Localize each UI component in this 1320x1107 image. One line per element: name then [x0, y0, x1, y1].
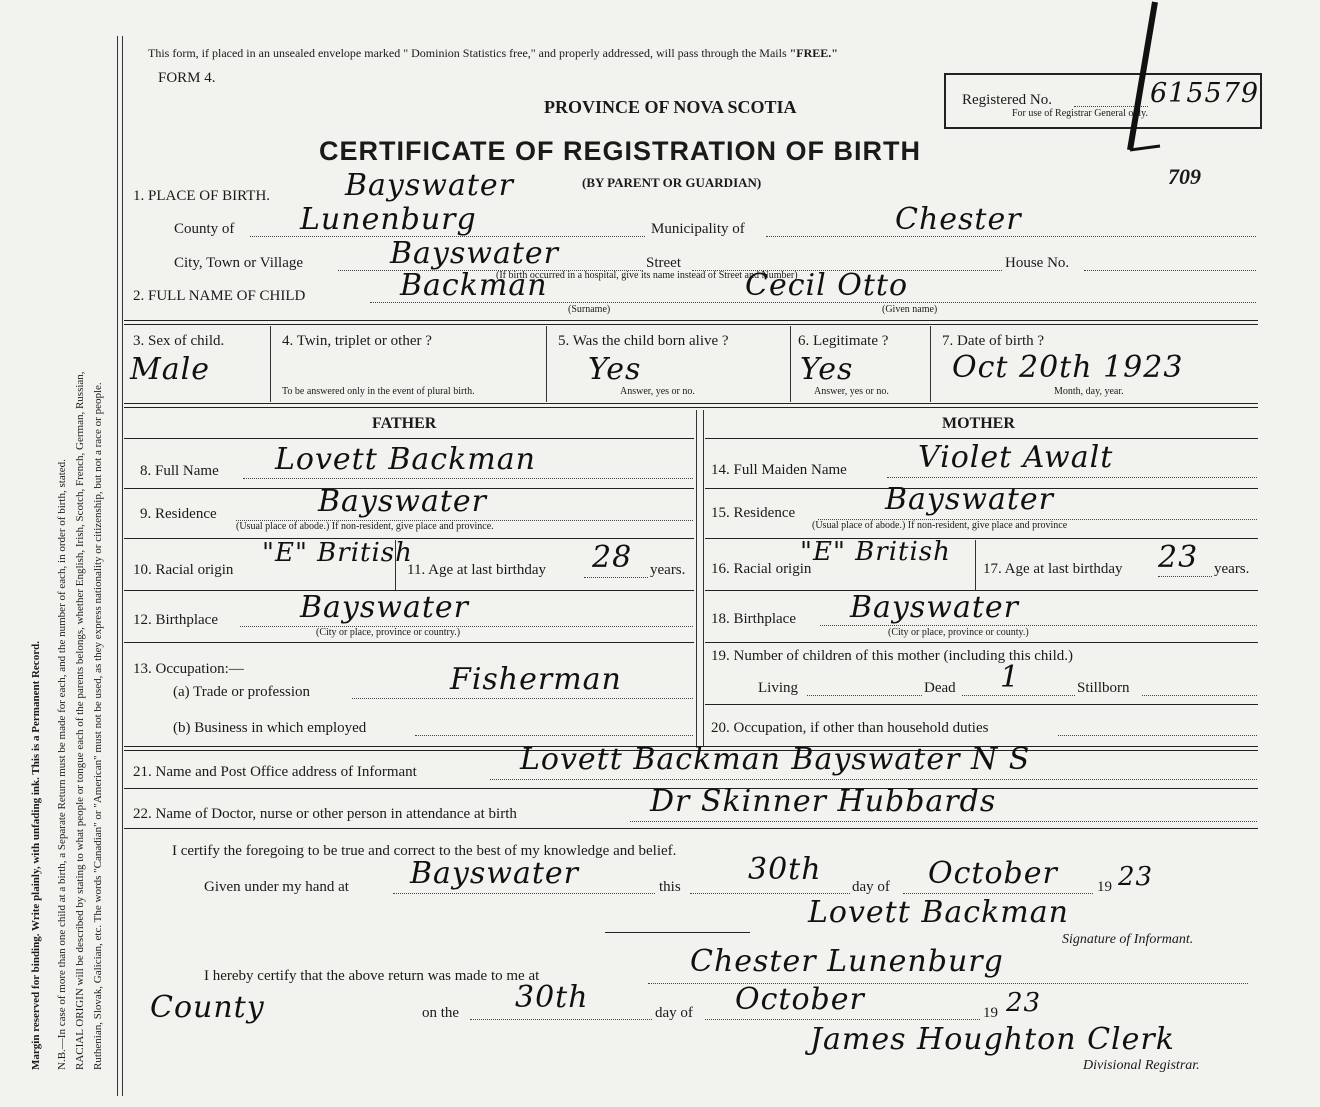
- mother-bp-note: (City or place, province or county.): [888, 627, 1029, 638]
- father-birthplace: Bayswater: [300, 590, 469, 625]
- mother-birthplace: Bayswater: [850, 590, 1019, 625]
- signature-label: Signature of Informant.: [1062, 932, 1194, 947]
- living-label: Living: [758, 680, 798, 696]
- surname-caption: (Surname): [568, 304, 611, 315]
- province-heading: PROVINCE OF NOVA SCOTIA: [544, 97, 797, 117]
- hospital-note: (If birth occurred in a hospital, give its name instead of Street and Number): [496, 270, 798, 281]
- father-bp-note: (City or place, province or country.): [316, 627, 461, 638]
- informant-label: 21. Name and Post Office address of Informant: [133, 764, 417, 780]
- reg-label: Registered No.: [962, 92, 1052, 108]
- place-value: Bayswater: [345, 168, 514, 203]
- registrar-signature: James Houghton Clerk: [810, 1022, 1175, 1057]
- street-label: Street: [646, 255, 681, 271]
- legit-value: Yes: [800, 352, 854, 387]
- mother-name-label: 14. Full Maiden Name: [711, 462, 847, 478]
- mother-bp-label: 18. Birthplace: [711, 611, 796, 627]
- page-title: CERTIFICATE OF REGISTRATION OF BIRTH: [319, 136, 921, 166]
- mother-age-label: 17. Age at last birthday: [983, 561, 1123, 577]
- registrar-place: Chester Lunenburg: [690, 944, 1004, 979]
- dead-value: 1: [1000, 660, 1021, 695]
- corner-mark: 709: [1168, 164, 1201, 189]
- mother-residence: Bayswater: [885, 482, 1054, 517]
- twin-label: 4. Twin, triplet or other ?: [282, 333, 432, 349]
- mother-name: Violet Awalt: [918, 440, 1114, 475]
- father-race: "E" British: [262, 538, 413, 568]
- on-the-label: on the: [422, 1005, 460, 1021]
- house-label: House No.: [1005, 255, 1070, 271]
- side-note-4: Ruthenian, Slovak, Galician, etc. The words "Canadian" or "American" must not be used, as they express nationality or citizenship, but not a race or people.: [92, 382, 104, 1070]
- child-given-name: Cecil Otto: [745, 268, 909, 303]
- dob-note: Month, day, year.: [1054, 386, 1124, 397]
- reg-number: 615579: [1150, 78, 1260, 109]
- registrar-statement: I hereby certify that the above return was made to me at: [204, 968, 540, 984]
- given-year-prefix: 19: [1097, 879, 1112, 895]
- mother-race-label: 16. Racial origin: [711, 561, 812, 577]
- day-of-label: day of: [852, 879, 890, 895]
- father-name: Lovett Backman: [275, 442, 536, 477]
- alive-note: Answer, yes or no.: [620, 386, 695, 397]
- reg-day-of-label: day of: [655, 1005, 693, 1021]
- trade-label: (a) Trade or profession: [173, 684, 311, 700]
- father-name-label: 8. Full Name: [140, 463, 219, 479]
- given-label: Given under my hand at: [204, 879, 349, 895]
- left-border: [117, 36, 118, 1096]
- father-bp-label: 12. Birthplace: [133, 612, 218, 628]
- alive-label: 5. Was the child born alive ?: [558, 333, 729, 349]
- informant-signature: Lovett Backman: [808, 895, 1069, 930]
- county-value: Lunenburg: [300, 202, 477, 237]
- mother-race: "E" British: [800, 537, 951, 567]
- left-border-inner: [122, 36, 123, 1096]
- given-place: Bayswater: [410, 856, 579, 891]
- pen-stroke: [1110, 0, 1170, 160]
- father-race-label: 10. Racial origin: [133, 562, 234, 578]
- mother-occ-label: 20. Occupation, if other than household duties: [711, 720, 989, 736]
- subtitle: (BY PARENT OR GUARDIAN): [582, 175, 762, 190]
- dead-label: Dead: [924, 680, 956, 696]
- mother-age-unit: years.: [1214, 561, 1250, 577]
- trade-value: Fisherman: [450, 662, 622, 697]
- mother-res-label: 15. Residence: [711, 505, 796, 521]
- city-label: City, Town or Village: [174, 255, 304, 271]
- side-note-2: N.B.—In case of more than one child at a birth, a Separate Return must be made for each, and the number of each, in order of birth, stated.: [56, 459, 68, 1070]
- reg-note: For use of Registrar General only.: [1012, 108, 1148, 119]
- legit-label: 6. Legitimate ?: [798, 333, 889, 349]
- doctor-value: Dr Skinner Hubbards: [650, 784, 997, 819]
- children-label: 19. Number of children of this mother (including this child.): [711, 648, 1074, 664]
- father-age: 28: [592, 540, 633, 575]
- father-occ-label: 13. Occupation:—: [133, 661, 244, 677]
- county-label: County of: [174, 221, 235, 237]
- dob-value: Oct 20th 1923: [952, 350, 1184, 385]
- child-surname: Backman: [400, 268, 548, 303]
- father-age-unit: years.: [650, 562, 686, 578]
- given-month: October: [928, 856, 1058, 891]
- certify-statement: I certify the foregoing to be true and correct to the best of my knowledge and belief.: [172, 843, 677, 859]
- alive-value: Yes: [588, 352, 642, 387]
- registrar-day: 30th: [515, 980, 589, 1015]
- father-heading: FATHER: [372, 415, 437, 432]
- legit-note: Answer, yes or no.: [814, 386, 889, 397]
- given-day: 30th: [748, 852, 822, 887]
- municipality-value: Chester: [895, 202, 1022, 237]
- side-note-1: Margin reserved for binding. Write plainly, with unfading ink. This is a Permanent Record.: [30, 641, 42, 1070]
- sex-value: Male: [130, 352, 210, 387]
- registrar-label: Divisional Registrar.: [1083, 1058, 1200, 1073]
- form-number: FORM 4.: [158, 70, 216, 86]
- business-label: (b) Business in which employed: [173, 720, 367, 736]
- father-residence: Bayswater: [318, 484, 487, 519]
- registrar-month: October: [735, 982, 865, 1017]
- county-word: County: [150, 990, 265, 1025]
- twin-note: To be answered only in the event of plural birth.: [282, 386, 475, 397]
- given-year: 23: [1118, 862, 1154, 892]
- father-age-label: 11. Age at last birthday: [407, 562, 546, 578]
- city-value: Bayswater: [390, 236, 559, 271]
- informant-value: Lovett Backman Bayswater N S: [520, 742, 1031, 777]
- mother-heading: MOTHER: [942, 415, 1015, 432]
- side-note-3: RACIAL ORIGIN will be described by stating to what people or tongue each of the parents belongs, whether English, Irish, Scotch, French, German, Russian,: [74, 371, 86, 1070]
- place-label: 1. PLACE OF BIRTH.: [133, 188, 271, 204]
- reg-year-prefix: 19: [983, 1005, 998, 1021]
- father-res-note: (Usual place of abode.) If non-resident, give place and province.: [236, 521, 494, 532]
- child-name-label: 2. FULL NAME OF CHILD: [133, 288, 306, 304]
- father-res-label: 9. Residence: [140, 506, 217, 522]
- municipality-label: Municipality of: [651, 221, 745, 237]
- given-caption: (Given name): [882, 304, 938, 315]
- mother-res-note: (Usual place of abode.) If non-resident, give place and province: [812, 520, 1068, 531]
- stillborn-label: Stillborn: [1077, 680, 1130, 696]
- mother-age: 23: [1158, 540, 1199, 575]
- doctor-label: 22. Name of Doctor, nurse or other person in attendance at birth: [133, 806, 517, 822]
- sex-label: 3. Sex of child.: [133, 333, 225, 349]
- this-label: this: [659, 879, 681, 895]
- mail-notice: This form, if placed in an unsealed envelope marked " Dominion Statistics free," and properly addressed, will pass through the Mails "FREE.": [148, 46, 838, 60]
- registrar-year: 23: [1006, 988, 1042, 1018]
- dob-label: 7. Date of birth ?: [942, 333, 1045, 349]
